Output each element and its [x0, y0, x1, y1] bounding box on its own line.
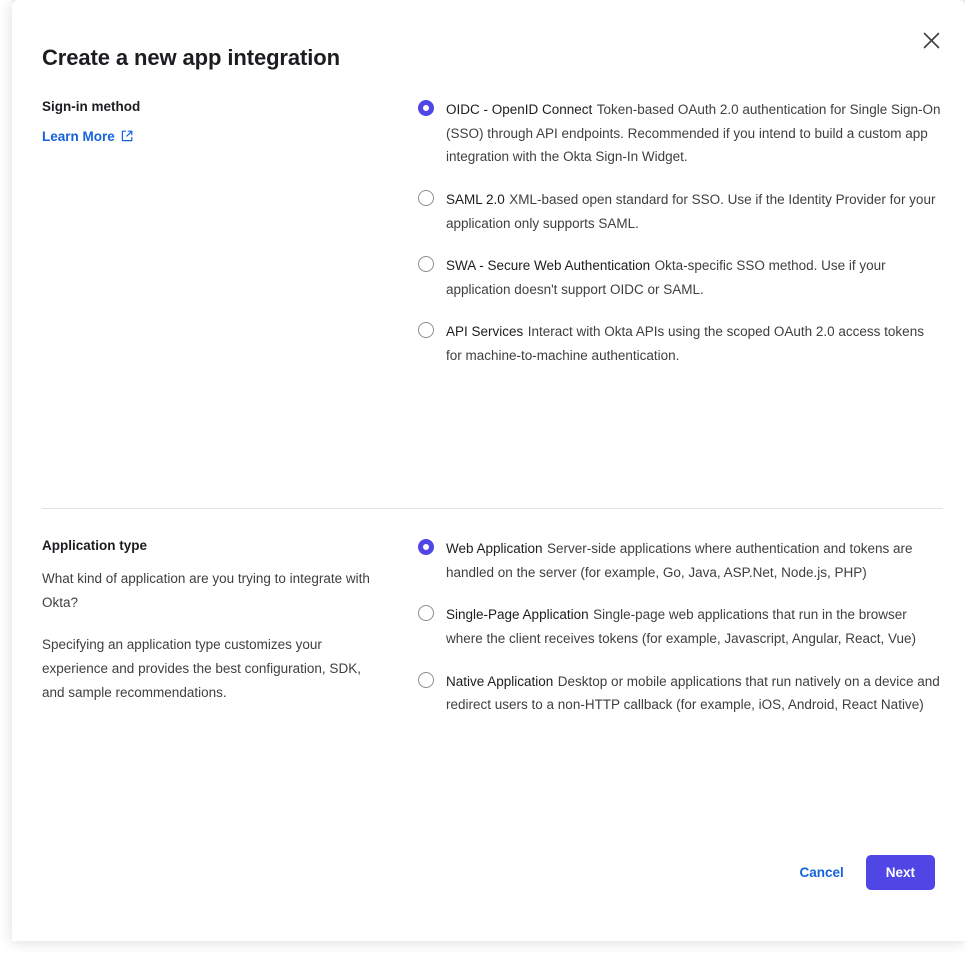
sign-in-method-heading: Sign-in method — [42, 99, 141, 114]
learn-more-label: Learn More — [42, 128, 115, 144]
section-application-type — [42, 537, 943, 717]
radio-native-application[interactable] — [418, 672, 434, 688]
option-label: Native Application — [446, 673, 554, 689]
application-type-options — [388, 537, 943, 717]
option-label: OIDC - OpenID Connect — [446, 102, 593, 117]
radio-single-page-application[interactable] — [418, 605, 434, 621]
option-api-services[interactable] — [418, 320, 943, 367]
sign-in-method-options — [388, 98, 943, 368]
external-link-icon — [121, 130, 133, 142]
section-divider — [42, 508, 943, 509]
option-description: Single-page web applications that run in the browser where the client receives tokens (for example, Javascript, Angular, React, Vue) — [446, 607, 916, 646]
option-single-page-application[interactable] — [418, 603, 943, 650]
option-swa-secure-web-authentication[interactable] — [418, 254, 943, 301]
option-native-application[interactable] — [418, 670, 943, 717]
option-description: Desktop or mobile applications that run natively on a device and redirect users to a non-HTTP callback (for example, iOS, Android, React Native) — [446, 673, 940, 713]
radio-web-application[interactable] — [418, 539, 434, 555]
option-web-application[interactable] — [418, 537, 943, 584]
learn-more-link[interactable] — [42, 129, 133, 144]
next-button[interactable]: Next — [866, 855, 935, 890]
radio-api-services[interactable] — [418, 322, 434, 338]
option-description: XML-based open standard for SSO. Use if the Identity Provider for your application only supports SAML. — [446, 191, 936, 231]
option-label: SWA - Secure Web Authentication — [446, 258, 651, 274]
close-icon[interactable] — [917, 26, 945, 54]
option-label: Single-Page Application — [446, 607, 589, 623]
radio-saml[interactable] — [418, 190, 434, 206]
application-type-heading: Application type — [42, 538, 148, 553]
option-saml-2-0[interactable] — [418, 188, 943, 235]
application-type-description-1: What kind of application are you trying to integrate with Okta? — [42, 570, 370, 610]
create-app-integration-dialog — [12, 0, 965, 941]
dialog-title: Create a new app integration — [42, 45, 340, 70]
option-description: Server-side applications where authentication and tokens are handled on the server (for example, Go, Java, ASP.Net, Node.js, PHP) — [446, 541, 913, 580]
dialog-footer — [795, 855, 935, 890]
radio-swa[interactable] — [418, 256, 434, 272]
option-description: Interact with Okta APIs using the scoped OAuth 2.0 access tokens for machine-to-machine authentication. — [446, 324, 924, 363]
background-left-edge — [0, 0, 12, 953]
sign-in-method-info — [42, 98, 388, 146]
option-label: SAML 2.0 — [446, 191, 505, 207]
radio-oidc[interactable] — [418, 100, 434, 116]
option-description: Okta-specific SSO method. Use if your application doesn't support OIDC or SAML. — [446, 258, 886, 297]
option-oidc-openid-connect[interactable] — [418, 98, 943, 169]
cancel-button[interactable]: Cancel — [795, 859, 847, 886]
option-description: Token-based OAuth 2.0 authentication for Single Sign-On (SSO) through API endpoints. Recommended if you intend to build a custom app integration with the Okta Sign-In Widget. — [446, 102, 941, 165]
option-label: API Services — [446, 324, 524, 340]
application-type-info — [42, 537, 388, 705]
option-label: Web Application — [446, 541, 543, 556]
section-sign-in-method — [42, 98, 943, 368]
background-bottom-edge — [0, 941, 965, 953]
application-type-description-2: Specifying an application type customizes your experience and provides the best configuration, SDK, and sample recommendations. — [42, 636, 361, 700]
